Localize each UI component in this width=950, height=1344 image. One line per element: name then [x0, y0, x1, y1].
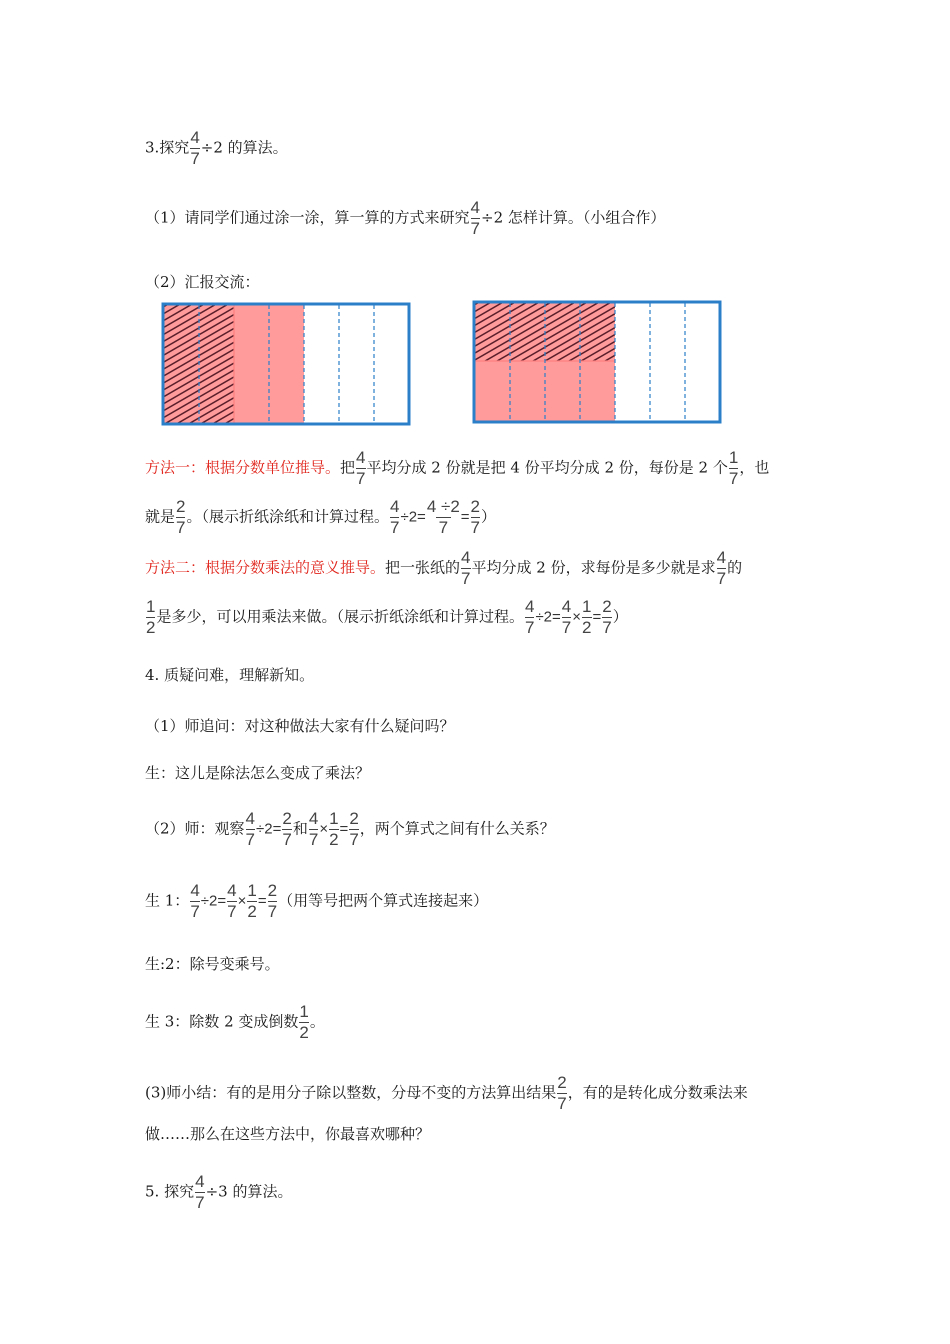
operator: × — [572, 608, 582, 626]
text: (3)师小结：有的是用分子除以整数，分母不变的方法算出结果 — [145, 1083, 557, 1102]
method-label: 方法一： — [145, 458, 206, 477]
method-1-line-2 — [145, 497, 496, 538]
operator: × — [319, 820, 329, 838]
text: 。（展示折纸涂纸和计算过程。 — [186, 507, 389, 526]
section-5-title — [145, 1172, 292, 1213]
section-4-1: （1）师追问：对这种做法大家有什么疑问吗？ — [145, 717, 455, 735]
fraction-diagram-right — [471, 299, 723, 425]
text: ，有的是转化成分数乘法来 — [567, 1083, 748, 1102]
fraction: $\frac{4}{7}$ — [245, 809, 256, 849]
fraction: $\frac{4}{7}$ — [561, 597, 572, 637]
fraction: $\frac{2}{7}$ — [267, 881, 278, 921]
section-3-title — [145, 128, 288, 169]
text: 平均分成 2 份就是把 4 份平均分成 2 份，每份是 2 个 — [366, 458, 728, 477]
text: 和 — [292, 819, 308, 838]
fraction: $\frac{2}{7}$ — [470, 497, 481, 537]
fraction: $\frac{4}{7}$ — [470, 198, 481, 238]
text: ÷2 的算法。 — [200, 138, 288, 157]
text: 的 — [727, 558, 743, 577]
text: ÷2 怎样计算。（小组合作） — [481, 208, 666, 227]
section-4-4 — [145, 881, 488, 922]
method-title: 根据分数单位推导。 — [205, 458, 341, 477]
section-4-7 — [145, 1073, 748, 1114]
fraction: $\frac{1}{7}$ — [728, 448, 739, 488]
method-title: 根据分数乘法的意义推导。 — [205, 558, 386, 577]
fraction: $\frac{4}{7}$ — [308, 809, 319, 849]
method-1-line-1 — [145, 448, 769, 489]
fraction: $\frac{4}{7}$ — [461, 548, 471, 588]
fraction: $\frac{4}{7}$ — [227, 881, 237, 921]
section-4-2: 生：这儿是除法怎么变成了乘法？ — [145, 764, 371, 782]
text: 就是 — [145, 507, 176, 526]
text: 生 3：除数 2 变成倒数 — [145, 1012, 299, 1031]
fraction: $\frac{1}{2}$ — [329, 809, 339, 849]
fraction: $\frac{2}{7}$ — [176, 497, 186, 537]
fraction: $\frac{2}{7}$ — [557, 1073, 567, 1113]
method-label: 方法二： — [145, 558, 206, 577]
fraction: $\frac{4}{7}$ — [390, 497, 400, 537]
fraction: $\frac{4}{7}$ — [356, 448, 366, 488]
text: 把一张纸的 — [385, 558, 461, 577]
method-2-line-1 — [145, 548, 742, 589]
section-4-title: 4. 质疑问难，理解新知。 — [145, 666, 315, 684]
operator: = — [257, 892, 267, 910]
text: ） — [612, 607, 628, 626]
text: （用等号把两个算式连接起来） — [278, 891, 489, 910]
operator: = — [592, 608, 602, 626]
operator: ÷2= — [256, 820, 282, 838]
operator: × — [237, 892, 247, 910]
fraction: $\frac{4}{7}$ — [195, 1172, 205, 1212]
operator: ÷2= — [535, 608, 561, 626]
text: （1）请同学们通过涂一涂，算一算的方式来研究 — [145, 208, 470, 227]
fraction: $\frac{2}{7}$ — [282, 809, 292, 849]
text: 生 1： — [145, 891, 190, 910]
fraction: $\frac{4 \div 2}{7}$ — [426, 497, 460, 537]
fraction: $\frac{1}{2}$ — [299, 1002, 309, 1042]
section-4-3 — [145, 809, 555, 850]
section-3-1 — [145, 198, 665, 239]
fraction: $\frac{4}{7}$ — [524, 597, 535, 637]
text: ，也 — [739, 458, 770, 477]
fraction: $\frac{4}{7}$ — [190, 881, 200, 921]
text: ） — [481, 507, 497, 526]
fraction-diagram-left — [160, 301, 412, 427]
text: 把 — [340, 458, 356, 477]
fraction: $\frac{4}{7}$ — [716, 548, 727, 588]
text: 3.探究 — [145, 138, 190, 157]
text: ，两个算式之间有什么关系？ — [359, 819, 555, 838]
text: 平均分成 2 份，求每份是多少就是求 — [471, 558, 716, 577]
fraction: $\frac{2}{7}$ — [602, 597, 612, 637]
section-3-2: （2）汇报交流： — [145, 273, 260, 291]
text: ÷3 的算法。 — [205, 1182, 293, 1201]
fraction: $\frac{4}{7}$ — [190, 128, 200, 168]
section-4-6 — [145, 1002, 325, 1043]
method-2-line-2 — [145, 597, 628, 638]
operator: ÷2= — [400, 508, 426, 526]
operator: = — [460, 508, 470, 526]
section-4-5: 生:2：除号变乘号。 — [145, 955, 280, 973]
text: 5. 探究 — [145, 1182, 195, 1201]
text: 。 — [309, 1012, 325, 1031]
text: 是多少，可以用乘法来做。（展示折纸涂纸和计算过程。 — [156, 607, 524, 626]
fraction: $\frac{1}{2}$ — [582, 597, 592, 637]
fraction: $\frac{1}{2}$ — [247, 881, 257, 921]
section-4-8: 做……那么在这些方法中，你最喜欢哪种？ — [145, 1125, 431, 1143]
operator: = — [339, 820, 349, 838]
fraction: $\frac{1}{2}$ — [146, 597, 156, 637]
text: （2）师：观察 — [145, 819, 245, 838]
operator: ÷2= — [200, 892, 227, 910]
fraction: $\frac{2}{7}$ — [349, 809, 359, 849]
